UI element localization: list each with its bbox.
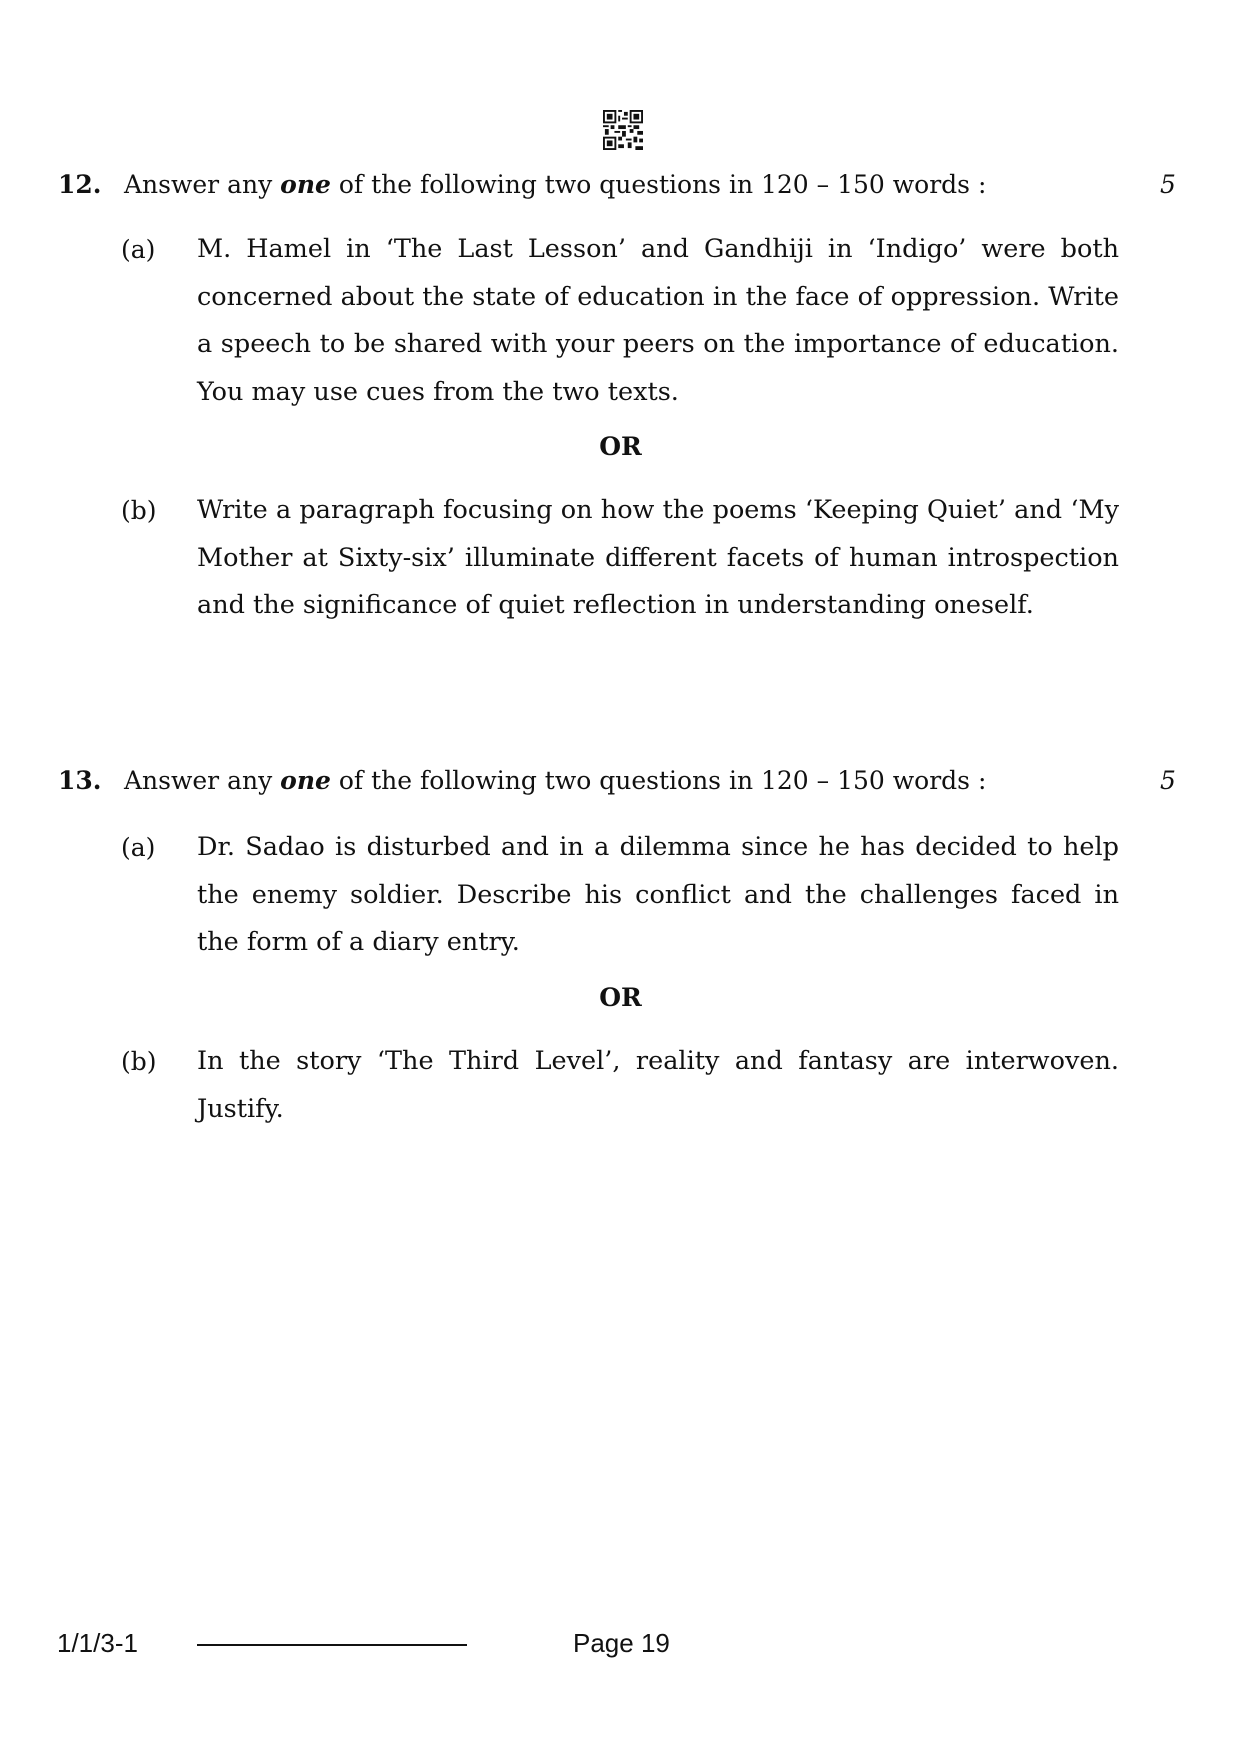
or-separator: OR [599, 432, 642, 461]
option-text: In the story ‘The Third Level’, reality and fantasy are interwoven. Justify. [197, 1046, 1119, 1124]
option-text: Write a paragraph focusing on how the poems ‘Keeping Quiet’ and ‘My Mother at Sixty-six’ illuminate different facets of human introspection and the significance of quiet reflection in understanding oneself. [197, 495, 1119, 620]
option-label: (a) [121, 235, 156, 264]
option-label: (b) [121, 496, 157, 525]
question-number: 12. [58, 170, 102, 199]
question-marks: 5 [1160, 766, 1176, 795]
or-separator: OR [599, 983, 642, 1012]
option-text: Dr. Sadao is disturbed and in a dilemma since he has decided to help the enemy soldier. Describe his conflict and the challenges faced in the form of a diary entry. [197, 832, 1119, 957]
option-label: (b) [121, 1047, 157, 1076]
qr-code-icon [603, 110, 643, 150]
question-stem: Answer any one of the following two questions in 120 – 150 words : [124, 170, 987, 199]
option-label: (a) [121, 833, 156, 862]
footer-divider [197, 1644, 467, 1646]
question-marks: 5 [1160, 170, 1176, 199]
question-number: 13. [58, 766, 102, 795]
paper-code: 1/1/3-1 [57, 1628, 138, 1658]
page-number: Page 19 [573, 1628, 670, 1658]
option-text: M. Hamel in ‘The Last Lesson’ and Gandhiji in ‘Indigo’ were both concerned about the state of education in the face of oppression. Write a speech to be shared with your peers on the importance of education. You may use cues from the two texts. [197, 234, 1119, 407]
question-stem: Answer any one of the following two questions in 120 – 150 words : [124, 766, 987, 795]
